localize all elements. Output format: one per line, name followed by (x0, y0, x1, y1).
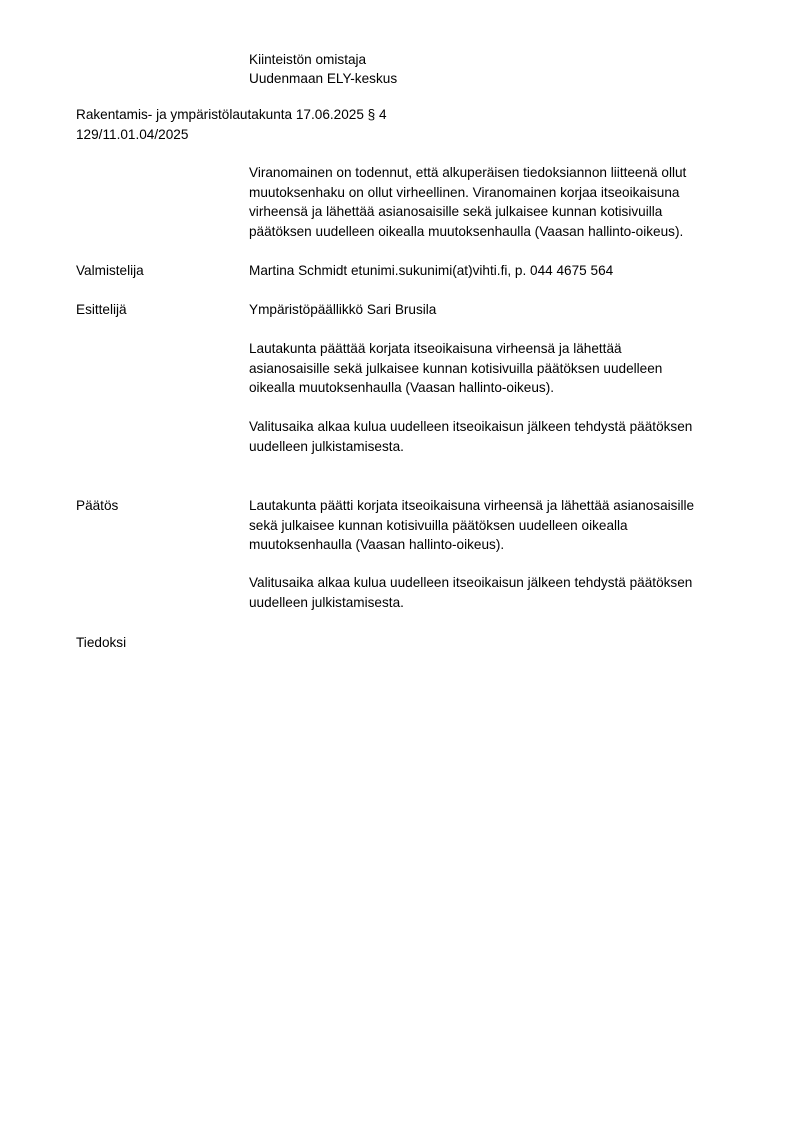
notification-label: Tiedoksi (76, 635, 127, 650)
intro-line: Viranomainen on todennut, että alkuperäisen tiedoksiannon liitteenä ollut (249, 165, 687, 180)
recipient-line-2: Uudenmaan ELY-keskus (249, 71, 398, 86)
proposal-line: oikealla muutoksenhaulla (Vaasan hallinto-oikeus). (249, 380, 555, 395)
intro-line: muutoksenhaku on ollut virheellinen. Viranomainen korjaa itseoikaisuna (249, 184, 680, 200)
proposal-paragraph-1 (249, 339, 662, 398)
presenter-label: Esittelijä (76, 302, 127, 317)
decision-line: Valitusaika alkaa kulua uudelleen itseoikaisun jälkeen tehdystä päätöksen (249, 575, 693, 590)
decision-line: uudelleen julkistamisesta. (249, 594, 404, 610)
decision-paragraph-1 (249, 496, 694, 555)
decision-line: muutoksenhaulla (Vaasan hallinto-oikeus). (249, 537, 505, 552)
intro-line: virheensä ja lähettää asianosaisille sekä julkaisee kunnan kotisivuilla (249, 204, 663, 219)
case-number: 129/11.01.04/2025 (76, 127, 189, 142)
decision-label: Päätös (76, 498, 119, 513)
proposal-line: uudelleen julkistamisesta. (249, 438, 404, 454)
recipient-line-1: Kiinteistön omistaja (249, 52, 367, 67)
preparer-value: Martina Schmidt etunimi.sukunimi(at)vihti.fi, p. 044 4675 564 (249, 263, 614, 278)
proposal-paragraph-2 (249, 417, 692, 456)
proposal-line: Valitusaika alkaa kulua uudelleen itseoikaisun jälkeen tehdystä päätöksen (249, 419, 693, 434)
intro-line: päätöksen uudelleen oikealla muutoksenhaulla (Vaasan hallinto-oikeus). (249, 223, 684, 239)
decision-paragraph-2 (249, 573, 692, 612)
proposal-line: Lautakunta päättää korjata itseoikaisuna virheensä ja lähettää (249, 341, 622, 356)
intro-paragraph (249, 163, 686, 241)
decision-line: sekä julkaisee kunnan kotisivuilla päätöksen uudelleen oikealla (249, 517, 628, 533)
decision-line: Lautakunta päätti korjata itseoikaisuna virheensä ja lähettää asianosaisille (249, 498, 695, 513)
presenter-value: Ympäristöpäällikkö Sari Brusila (249, 302, 437, 317)
meeting-reference: Rakentamis- ja ympäristölautakunta 17.06.2025 § 4 (76, 107, 387, 122)
preparer-label: Valmistelija (76, 263, 144, 278)
proposal-line: asianosaisille sekä julkaisee kunnan kotisivuilla päätöksen uudelleen (249, 360, 663, 376)
